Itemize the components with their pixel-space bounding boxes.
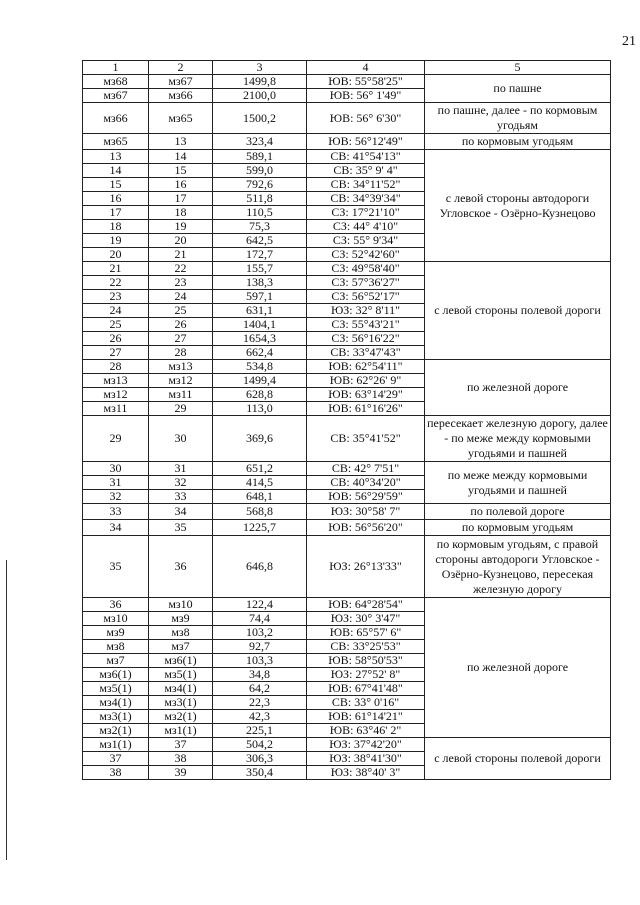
- table-row: [83, 504, 611, 520]
- length-cell: 92,7: [213, 640, 307, 654]
- bearing-cell: СЗ: 55° 9'34": [307, 234, 425, 248]
- from-point-cell: мз3(1): [83, 710, 149, 724]
- from-point-cell: мз6(1): [83, 668, 149, 682]
- table-row: [83, 75, 611, 89]
- to-point-cell: 21: [149, 248, 213, 262]
- to-point-cell: мз11: [149, 388, 213, 402]
- description-cell: по железной дороге: [425, 360, 611, 416]
- to-point-cell: 31: [149, 462, 213, 476]
- from-point-cell: 23: [83, 290, 149, 304]
- bearing-cell: ЮВ: 61°16'26": [307, 402, 425, 416]
- bearing-cell: СВ: 34°11'52": [307, 178, 425, 192]
- length-cell: 414,5: [213, 476, 307, 490]
- bearing-cell: СЗ: 56°16'22": [307, 332, 425, 346]
- length-cell: 1404,1: [213, 318, 307, 332]
- from-point-cell: мз7: [83, 654, 149, 668]
- from-point-cell: мз1(1): [83, 738, 149, 752]
- length-cell: 225,1: [213, 724, 307, 738]
- from-point-cell: мз8: [83, 640, 149, 654]
- from-point-cell: мз13: [83, 374, 149, 388]
- length-cell: 306,3: [213, 752, 307, 766]
- header-cell: 1: [83, 61, 149, 75]
- length-cell: 662,4: [213, 346, 307, 360]
- length-cell: 1654,3: [213, 332, 307, 346]
- bearing-cell: СЗ: 57°36'27": [307, 276, 425, 290]
- from-point-cell: 37: [83, 752, 149, 766]
- bearing-cell: ЮВ: 56° 6'30": [307, 103, 425, 134]
- bearing-cell: ЮВ: 62°26' 9": [307, 374, 425, 388]
- from-point-cell: 33: [83, 504, 149, 520]
- from-point-cell: 27: [83, 346, 149, 360]
- from-point-cell: 18: [83, 220, 149, 234]
- table-row: [83, 103, 611, 134]
- description-cell: по пашне: [425, 75, 611, 103]
- length-cell: 113,0: [213, 402, 307, 416]
- to-point-cell: 28: [149, 346, 213, 360]
- page-number: 21: [622, 34, 636, 49]
- table-row: [83, 520, 611, 536]
- length-cell: 589,1: [213, 150, 307, 164]
- table-row: [83, 536, 611, 598]
- from-point-cell: 14: [83, 164, 149, 178]
- bearing-cell: ЮВ: 58°50'53": [307, 654, 425, 668]
- length-cell: 103,2: [213, 626, 307, 640]
- bearing-cell: СВ: 40°34'20": [307, 476, 425, 490]
- bearing-cell: СВ: 33°47'43": [307, 346, 425, 360]
- from-point-cell: 36: [83, 598, 149, 612]
- bearing-cell: СВ: 35° 9' 4": [307, 164, 425, 178]
- to-point-cell: 36: [149, 536, 213, 598]
- bearing-cell: ЮВ: 56°12'49": [307, 134, 425, 150]
- to-point-cell: мз2(1): [149, 710, 213, 724]
- length-cell: 2100,0: [213, 89, 307, 103]
- from-point-cell: мз9: [83, 626, 149, 640]
- bearing-cell: СВ: 35°41'52": [307, 416, 425, 462]
- bearing-cell: ЮЗ: 30° 3'47": [307, 612, 425, 626]
- from-point-cell: 32: [83, 490, 149, 504]
- length-cell: 599,0: [213, 164, 307, 178]
- to-point-cell: 18: [149, 206, 213, 220]
- from-point-cell: мз11: [83, 402, 149, 416]
- bearing-cell: ЮВ: 55°58'25": [307, 75, 425, 89]
- length-cell: 642,5: [213, 234, 307, 248]
- from-point-cell: мз65: [83, 134, 149, 150]
- length-cell: 511,8: [213, 192, 307, 206]
- from-point-cell: 17: [83, 206, 149, 220]
- to-point-cell: 32: [149, 476, 213, 490]
- to-point-cell: 39: [149, 766, 213, 780]
- from-point-cell: 19: [83, 234, 149, 248]
- bearing-cell: СЗ: 44° 4'10": [307, 220, 425, 234]
- from-point-cell: 13: [83, 150, 149, 164]
- from-point-cell: мз66: [83, 103, 149, 134]
- bearing-cell: ЮВ: 61°14'21": [307, 710, 425, 724]
- description-cell: с левой стороны автодороги Угловское - Озёрно-Кузнецово: [425, 150, 611, 262]
- header-cell: 5: [425, 61, 611, 75]
- length-cell: 648,1: [213, 490, 307, 504]
- bearing-cell: СЗ: 55°43'21": [307, 318, 425, 332]
- description-cell: по полевой дороге: [425, 504, 611, 520]
- bearing-cell: ЮЗ: 30°58' 7": [307, 504, 425, 520]
- length-cell: 122,4: [213, 598, 307, 612]
- from-point-cell: мз10: [83, 612, 149, 626]
- length-cell: 155,7: [213, 262, 307, 276]
- table-row: [83, 416, 611, 462]
- description-cell: с левой стороны полевой дороги: [425, 262, 611, 360]
- bearing-cell: СВ: 34°39'34": [307, 192, 425, 206]
- length-cell: 1225,7: [213, 520, 307, 536]
- to-point-cell: мз67: [149, 75, 213, 89]
- length-cell: 172,7: [213, 248, 307, 262]
- to-point-cell: мз12: [149, 374, 213, 388]
- to-point-cell: мз8: [149, 626, 213, 640]
- length-cell: 628,8: [213, 388, 307, 402]
- to-point-cell: 24: [149, 290, 213, 304]
- length-cell: 1500,2: [213, 103, 307, 134]
- bearing-cell: ЮВ: 65°57' 6": [307, 626, 425, 640]
- from-point-cell: мз12: [83, 388, 149, 402]
- length-cell: 651,2: [213, 462, 307, 476]
- to-point-cell: мз10: [149, 598, 213, 612]
- to-point-cell: мз13: [149, 360, 213, 374]
- from-point-cell: мз4(1): [83, 696, 149, 710]
- to-point-cell: мз66: [149, 89, 213, 103]
- to-point-cell: 30: [149, 416, 213, 462]
- from-point-cell: 35: [83, 536, 149, 598]
- length-cell: 34,8: [213, 668, 307, 682]
- table-row: [83, 360, 611, 374]
- bearing-cell: СВ: 33°25'53": [307, 640, 425, 654]
- to-point-cell: мз5(1): [149, 668, 213, 682]
- bearing-cell: ЮВ: 62°54'11": [307, 360, 425, 374]
- description-cell: по железной дороге: [425, 598, 611, 738]
- length-cell: 568,8: [213, 504, 307, 520]
- to-point-cell: 22: [149, 262, 213, 276]
- to-point-cell: 26: [149, 318, 213, 332]
- from-point-cell: 31: [83, 476, 149, 490]
- bearing-cell: СЗ: 56°52'17": [307, 290, 425, 304]
- to-point-cell: 20: [149, 234, 213, 248]
- to-point-cell: мз65: [149, 103, 213, 134]
- from-point-cell: 26: [83, 332, 149, 346]
- header-cell: 4: [307, 61, 425, 75]
- length-cell: 792,6: [213, 178, 307, 192]
- bearing-cell: СВ: 42° 7'51": [307, 462, 425, 476]
- to-point-cell: мз6(1): [149, 654, 213, 668]
- length-cell: 22,3: [213, 696, 307, 710]
- header-row: [83, 61, 611, 75]
- length-cell: 504,2: [213, 738, 307, 752]
- bearing-cell: ЮЗ: 38°41'30": [307, 752, 425, 766]
- from-point-cell: 25: [83, 318, 149, 332]
- to-point-cell: 19: [149, 220, 213, 234]
- header-cell: 2: [149, 61, 213, 75]
- to-point-cell: мз3(1): [149, 696, 213, 710]
- to-point-cell: мз7: [149, 640, 213, 654]
- to-point-cell: 15: [149, 164, 213, 178]
- length-cell: 350,4: [213, 766, 307, 780]
- from-point-cell: мз67: [83, 89, 149, 103]
- length-cell: 534,8: [213, 360, 307, 374]
- table-row: [83, 262, 611, 276]
- table-row: [83, 598, 611, 612]
- bearing-cell: СВ: 41°54'13": [307, 150, 425, 164]
- from-point-cell: 34: [83, 520, 149, 536]
- from-point-cell: мз68: [83, 75, 149, 89]
- from-point-cell: 22: [83, 276, 149, 290]
- length-cell: 631,1: [213, 304, 307, 318]
- length-cell: 1499,4: [213, 374, 307, 388]
- boundary-table: [82, 60, 611, 780]
- table-row: [83, 738, 611, 752]
- from-point-cell: мз5(1): [83, 682, 149, 696]
- table-body: [83, 75, 611, 780]
- bearing-cell: ЮЗ: 37°42'20": [307, 738, 425, 752]
- from-point-cell: 30: [83, 462, 149, 476]
- from-point-cell: 20: [83, 248, 149, 262]
- to-point-cell: 35: [149, 520, 213, 536]
- description-cell: по кормовым угодьям: [425, 134, 611, 150]
- description-cell: по кормовым угодьям, с правой стороны автодороги Угловское - Озёрно-Кузнецово, пересекая железную дорогу: [425, 536, 611, 598]
- table-row: [83, 150, 611, 164]
- length-cell: 323,4: [213, 134, 307, 150]
- length-cell: 64,2: [213, 682, 307, 696]
- to-point-cell: мз4(1): [149, 682, 213, 696]
- length-cell: 74,4: [213, 612, 307, 626]
- length-cell: 597,1: [213, 290, 307, 304]
- description-cell: по меже между кормовыми угодьями и пашней: [425, 462, 611, 504]
- from-point-cell: 29: [83, 416, 149, 462]
- length-cell: 110,5: [213, 206, 307, 220]
- from-point-cell: 28: [83, 360, 149, 374]
- to-point-cell: 33: [149, 490, 213, 504]
- from-point-cell: 38: [83, 766, 149, 780]
- to-point-cell: 16: [149, 178, 213, 192]
- description-cell: по кормовым угодьям: [425, 520, 611, 536]
- description-cell: пересекает железную дорогу, далее - по меже между кормовыми угодьями и пашней: [425, 416, 611, 462]
- table-row: [83, 134, 611, 150]
- to-point-cell: 37: [149, 738, 213, 752]
- length-cell: 42,3: [213, 710, 307, 724]
- description-cell: по пашне, далее - по кормовым угодьям: [425, 103, 611, 134]
- bearing-cell: СЗ: 17°21'10": [307, 206, 425, 220]
- to-point-cell: 14: [149, 150, 213, 164]
- length-cell: 646,8: [213, 536, 307, 598]
- to-point-cell: 38: [149, 752, 213, 766]
- to-point-cell: 13: [149, 134, 213, 150]
- bearing-cell: ЮВ: 64°28'54": [307, 598, 425, 612]
- from-point-cell: 21: [83, 262, 149, 276]
- to-point-cell: 23: [149, 276, 213, 290]
- to-point-cell: 25: [149, 304, 213, 318]
- from-point-cell: 15: [83, 178, 149, 192]
- bearing-cell: ЮЗ: 32° 8'11": [307, 304, 425, 318]
- from-point-cell: 16: [83, 192, 149, 206]
- to-point-cell: мз1(1): [149, 724, 213, 738]
- bearing-cell: ЮВ: 67°41'48": [307, 682, 425, 696]
- header-cell: 3: [213, 61, 307, 75]
- bearing-cell: ЮЗ: 27°52' 8": [307, 668, 425, 682]
- length-cell: 138,3: [213, 276, 307, 290]
- bearing-cell: СЗ: 49°58'40": [307, 262, 425, 276]
- margin-rule: [6, 560, 7, 860]
- description-cell: с левой стороны полевой дороги: [425, 738, 611, 780]
- bearing-cell: ЮЗ: 26°13'33": [307, 536, 425, 598]
- bearing-cell: СВ: 33° 0'16": [307, 696, 425, 710]
- length-cell: 75,3: [213, 220, 307, 234]
- to-point-cell: 29: [149, 402, 213, 416]
- from-point-cell: 24: [83, 304, 149, 318]
- bearing-cell: ЮВ: 63°14'29": [307, 388, 425, 402]
- bearing-cell: ЮЗ: 38°40' 3": [307, 766, 425, 780]
- bearing-cell: ЮВ: 63°46' 2": [307, 724, 425, 738]
- bearing-cell: ЮВ: 56°56'20": [307, 520, 425, 536]
- length-cell: 369,6: [213, 416, 307, 462]
- to-point-cell: 17: [149, 192, 213, 206]
- to-point-cell: 34: [149, 504, 213, 520]
- length-cell: 103,3: [213, 654, 307, 668]
- bearing-cell: СЗ: 52°42'60": [307, 248, 425, 262]
- length-cell: 1499,8: [213, 75, 307, 89]
- to-point-cell: мз9: [149, 612, 213, 626]
- bearing-cell: ЮВ: 56°29'59": [307, 490, 425, 504]
- table-row: [83, 462, 611, 476]
- from-point-cell: мз2(1): [83, 724, 149, 738]
- bearing-cell: ЮВ: 56° 1'49": [307, 89, 425, 103]
- to-point-cell: 27: [149, 332, 213, 346]
